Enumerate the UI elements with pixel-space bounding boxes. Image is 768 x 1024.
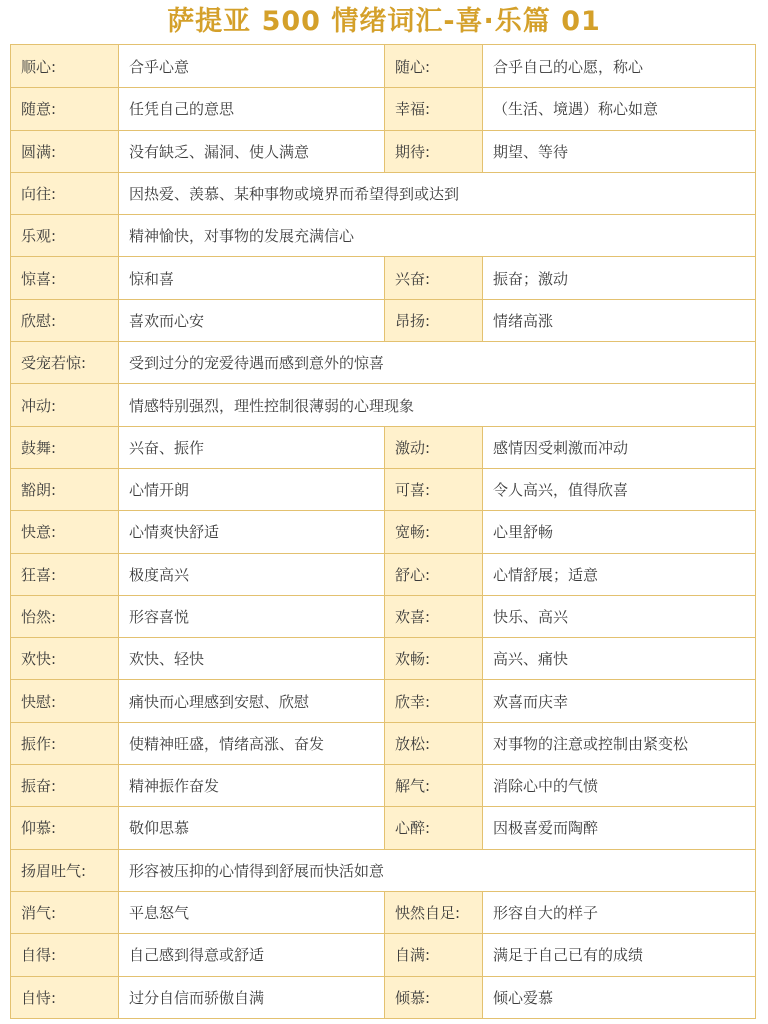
definition-cell: 因极喜爱而陶醉 xyxy=(483,807,755,848)
definition-cell: 任凭自己的意思 xyxy=(119,88,385,129)
definition-cell: 极度高兴 xyxy=(119,554,385,595)
table-row xyxy=(11,383,755,425)
definition-cell: 心情开朗 xyxy=(119,469,385,510)
term-cell: 自恃: xyxy=(11,977,119,1018)
term-cell: 豁朗: xyxy=(11,469,119,510)
definition-cell: 合乎心意 xyxy=(119,45,385,87)
definition-cell: 喜欢而心安 xyxy=(119,300,385,341)
term-cell: 快意: xyxy=(11,511,119,552)
table-row xyxy=(11,553,755,595)
table-row xyxy=(11,468,755,510)
table-row xyxy=(11,637,755,679)
definition-cell: 振奋；激动 xyxy=(483,257,755,298)
vocabulary-table xyxy=(10,44,756,1019)
definition-cell: 使精神旺盛，情绪高涨、奋发 xyxy=(119,723,385,764)
definition-cell: 没有缺乏、漏洞、使人满意 xyxy=(119,131,385,172)
term-cell: 顺心: xyxy=(11,45,119,87)
table-row xyxy=(11,764,755,806)
term-cell: 倾慕: xyxy=(385,977,483,1018)
definition-cell: 过分自信而骄傲自满 xyxy=(119,977,385,1018)
definition-cell: 合乎自己的心愿，称心 xyxy=(483,45,755,87)
definition-cell: 快乐、高兴 xyxy=(483,596,755,637)
table-row xyxy=(11,722,755,764)
definition-cell: 满足于自己已有的成绩 xyxy=(483,934,755,975)
term-cell: 心醉: xyxy=(385,807,483,848)
table-row xyxy=(11,426,755,468)
table-row xyxy=(11,130,755,172)
table-row xyxy=(11,510,755,552)
term-cell: 期待: xyxy=(385,131,483,172)
definition-cell: 高兴、痛快 xyxy=(483,638,755,679)
term-cell: 振作: xyxy=(11,723,119,764)
table-row xyxy=(11,806,755,848)
term-cell: 向往: xyxy=(11,173,119,214)
term-cell: 鼓舞: xyxy=(11,427,119,468)
term-cell: 惊喜: xyxy=(11,257,119,298)
term-cell: 自满: xyxy=(385,934,483,975)
table-row xyxy=(11,849,755,891)
definition-cell: 兴奋、振作 xyxy=(119,427,385,468)
term-cell: 幸福: xyxy=(385,88,483,129)
term-cell: 乐观: xyxy=(11,215,119,256)
term-cell: 欢畅: xyxy=(385,638,483,679)
definition-cell: 惊和喜 xyxy=(119,257,385,298)
term-cell: 激动: xyxy=(385,427,483,468)
term-cell: 随意: xyxy=(11,88,119,129)
term-cell: 欢喜: xyxy=(385,596,483,637)
definition-cell: 感情因受刺激而冲动 xyxy=(483,427,755,468)
definition-cell: 心里舒畅 xyxy=(483,511,755,552)
table-row xyxy=(11,299,755,341)
definition-cell: 形容喜悦 xyxy=(119,596,385,637)
definition-cell: 形容自大的样子 xyxy=(483,892,755,933)
definition-cell: 因热爱、羡慕、某种事物或境界而希望得到或达到 xyxy=(119,173,755,214)
table-row xyxy=(11,172,755,214)
definition-cell: 自己感到得意或舒适 xyxy=(119,934,385,975)
term-cell: 宽畅: xyxy=(385,511,483,552)
table-row xyxy=(11,976,755,1018)
term-cell: 昂扬: xyxy=(385,300,483,341)
definition-cell: 心情爽快舒适 xyxy=(119,511,385,552)
term-cell: 随心: xyxy=(385,45,483,87)
term-cell: 扬眉吐气: xyxy=(11,850,119,891)
definition-cell: 精神愉快，对事物的发展充满信心 xyxy=(119,215,755,256)
term-cell: 怏然自足: xyxy=(385,892,483,933)
table-row xyxy=(11,595,755,637)
term-cell: 舒心: xyxy=(385,554,483,595)
term-cell: 解气: xyxy=(385,765,483,806)
definition-cell: 受到过分的宠爱待遇而感到意外的惊喜 xyxy=(119,342,755,383)
term-cell: 消气: xyxy=(11,892,119,933)
table-row xyxy=(11,679,755,721)
term-cell: 振奋: xyxy=(11,765,119,806)
term-cell: 怡然: xyxy=(11,596,119,637)
table-row xyxy=(11,214,755,256)
definition-cell: 心情舒展；适意 xyxy=(483,554,755,595)
term-cell: 可喜: xyxy=(385,469,483,510)
table-row xyxy=(11,45,755,87)
table-row xyxy=(11,891,755,933)
definition-cell: 情感特别强烈，理性控制很薄弱的心理现象 xyxy=(119,384,755,425)
definition-cell: 期望、等待 xyxy=(483,131,755,172)
definition-cell: 对事物的注意或控制由紧变松 xyxy=(483,723,755,764)
definition-cell: 敬仰思慕 xyxy=(119,807,385,848)
definition-cell: 情绪高涨 xyxy=(483,300,755,341)
definition-cell: 精神振作奋发 xyxy=(119,765,385,806)
term-cell: 放松: xyxy=(385,723,483,764)
term-cell: 受宠若惊: xyxy=(11,342,119,383)
definition-cell: 痛快而心理感到安慰、欣慰 xyxy=(119,680,385,721)
page-title: 萨提亚 500 情绪词汇-喜·乐篇 01 xyxy=(167,6,601,37)
term-cell: 圆满: xyxy=(11,131,119,172)
definition-cell: 令人高兴，值得欣喜 xyxy=(483,469,755,510)
term-cell: 欣慰: xyxy=(11,300,119,341)
term-cell: 快慰: xyxy=(11,680,119,721)
definition-cell: （生活、境遇）称心如意 xyxy=(483,88,755,129)
term-cell: 自得: xyxy=(11,934,119,975)
term-cell: 狂喜: xyxy=(11,554,119,595)
term-cell: 欣幸: xyxy=(385,680,483,721)
table-row xyxy=(11,933,755,975)
table-row xyxy=(11,87,755,129)
table-row xyxy=(11,341,755,383)
definition-cell: 消除心中的气愤 xyxy=(483,765,755,806)
definition-cell: 欢快、轻快 xyxy=(119,638,385,679)
definition-cell: 倾心爱慕 xyxy=(483,977,755,1018)
definition-cell: 欢喜而庆幸 xyxy=(483,680,755,721)
definition-cell: 平息怒气 xyxy=(119,892,385,933)
term-cell: 兴奋: xyxy=(385,257,483,298)
definition-cell: 形容被压抑的心情得到舒展而快活如意 xyxy=(119,850,755,891)
table-row xyxy=(11,256,755,298)
term-cell: 欢快: xyxy=(11,638,119,679)
term-cell: 仰慕: xyxy=(11,807,119,848)
term-cell: 冲动: xyxy=(11,384,119,425)
